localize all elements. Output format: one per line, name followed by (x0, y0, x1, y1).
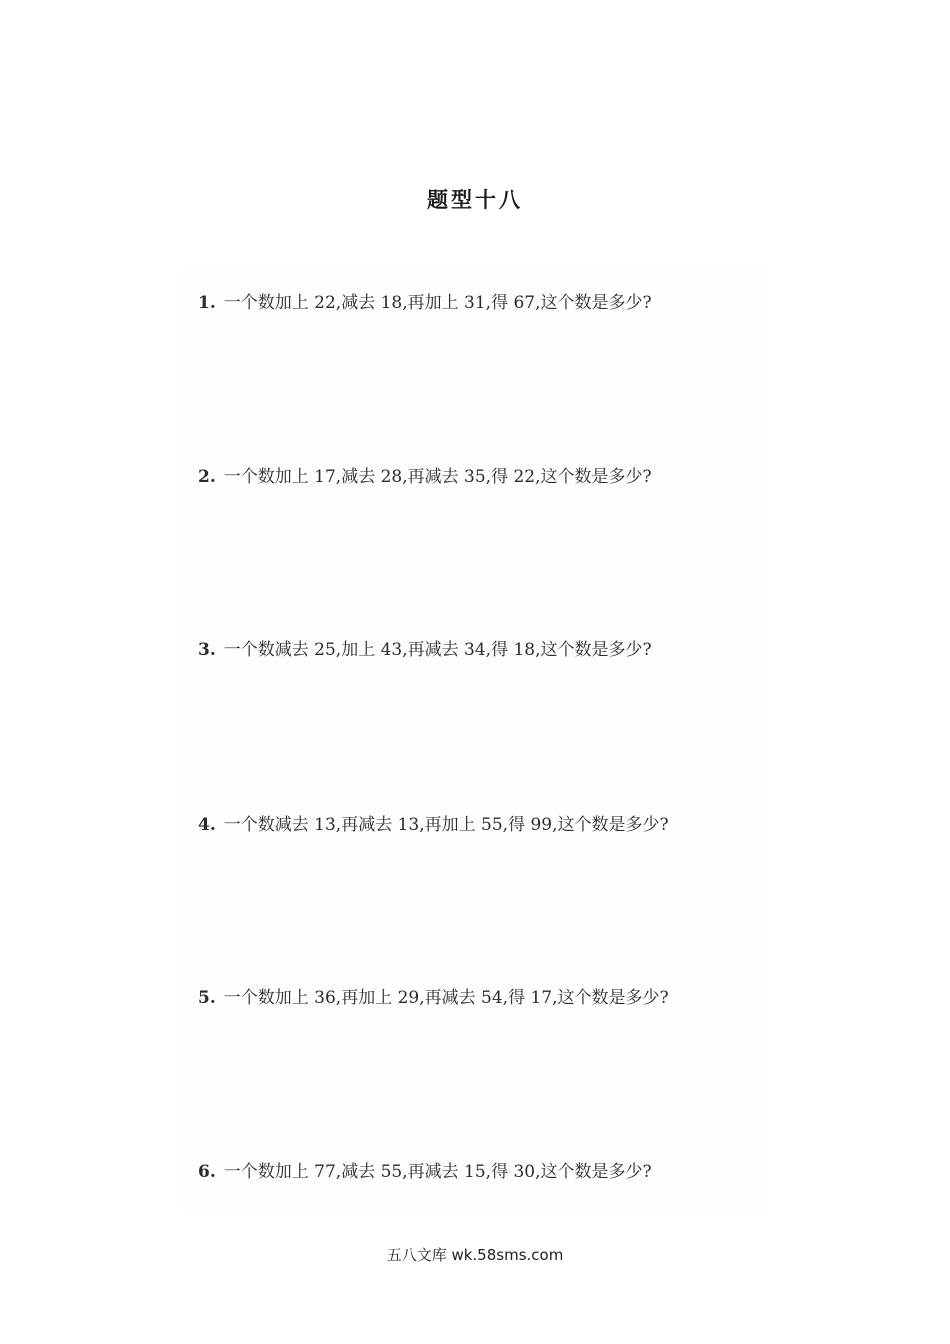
question-text: 一个数减去 13,再减去 13,再加上 55,得 99,这个数是多少? (223, 815, 669, 835)
question-text: 一个数减去 25,加上 43,再减去 34,得 18,这个数是多少? (223, 640, 652, 660)
footer-watermark: 五八文库 wk.58sms.com (386, 1246, 564, 1264)
question-number: 6. (198, 1162, 216, 1182)
question-number: 4. (198, 815, 216, 835)
worksheet-area (183, 268, 768, 1212)
question-text: 一个数加上 17,减去 28,再减去 35,得 22,这个数是多少? (223, 467, 652, 487)
question-1 (198, 292, 652, 314)
question-text: 一个数加上 77,减去 55,再减去 15,得 30,这个数是多少? (223, 1162, 652, 1182)
question-5 (198, 987, 669, 1009)
question-text: 一个数加上 36,再加上 29,再减去 54,得 17,这个数是多少? (223, 988, 669, 1008)
question-4 (198, 814, 669, 836)
question-text: 一个数加上 22,减去 18,再加上 31,得 67,这个数是多少? (223, 293, 652, 313)
page-title: 题型十八 (427, 188, 523, 212)
question-6 (198, 1161, 652, 1183)
question-number: 2. (198, 467, 216, 487)
question-3 (198, 639, 652, 661)
question-2 (198, 466, 652, 488)
question-number: 5. (198, 988, 216, 1008)
question-number: 1. (198, 293, 216, 313)
question-number: 3. (198, 640, 216, 660)
